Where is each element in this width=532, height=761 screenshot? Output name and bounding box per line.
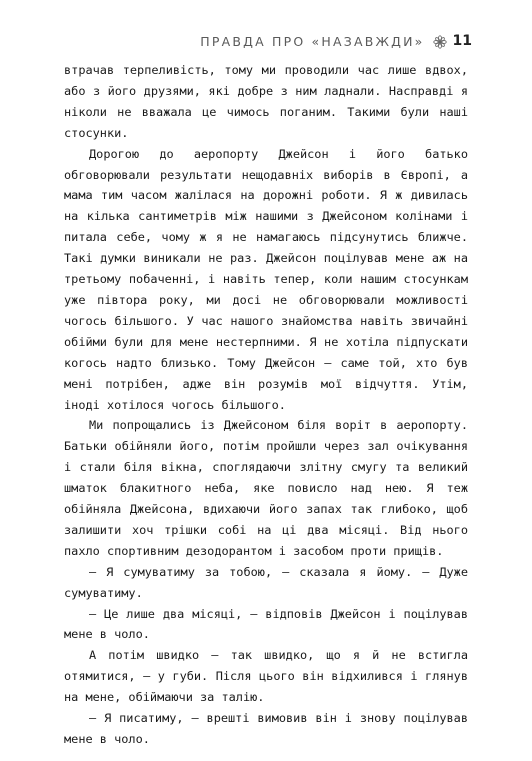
dialogue-line: — Це лише два місяці, — відповів Джейсон і поцілував мене в чоло. (64, 606, 468, 642)
dialogue-line: — Я сумуватиму за тобою, — сказала я йому. — Дуже сумуватиму. (64, 564, 468, 600)
body-text (64, 60, 468, 750)
paragraph-continued: втрачав терпеливість, тому ми проводили час лише вдвох, або з його друзями, які добре з ним ладнали. Насправді я ніколи не вважала це чимось поганим. Такими були наші стосунки. (64, 63, 468, 140)
paragraph: Дорогою до аеропорту Джейсон і його батько обговорювали результати нещодавніх виборів в Європі, а мама тим часом жалілася на дорожні роботи. Я ж дивилась на кілька сантиметрів між нашими з Джейсоном колінами і питала себе, чому ж я не намагаюсь підсунутись ближче. Такі думки виникали не раз. Джейсон поцілував мене аж на третьому побаченні, і навіть тепер, коли нашим стосункам уже півтора року, ми досі не обговорювали можливості чогось більшого. У час нашого знайомства навіть звичайні обійми були для мене нестерпними. Я не хотіла підпускати когось надто близько. Тому Джейсон — саме той, хто був мені потрібен, адже він розумів мої відчуття. Утім, іноді хотілося чогось більшого. (64, 146, 468, 412)
page-number: 11 (452, 33, 472, 49)
flower-icon (433, 34, 447, 48)
paragraph: Ми попрощались із Джейсоном біля воріт в аеропорту. Батьки обійняли його, потім пройшли через зал очікування і стали біля вікна, споглядаючи злітну смугу та великий шматок блакитного неба, яке повисло над нею. Я теж обійняла Джейсона, вдихаючи його запах так глибоко, щоб залишити хоч трішки собі на ці два місяці. Від нього пахло спортивним дезодорантом і засобом проти прищів. (64, 418, 468, 558)
paragraph: А потім швидко — так швидко, що я й не встигла отямитися, — у губи. Після цього він відхилився і глянув на мене, обіймаючи за талію. (64, 648, 468, 705)
running-title: ПРАВДА ПРО «НАЗАВЖДИ» (200, 33, 425, 49)
running-header (200, 33, 472, 49)
dialogue-line: — Я писатиму, — врешті вимовив він і знову поцілував мене в чоло. (64, 711, 468, 746)
